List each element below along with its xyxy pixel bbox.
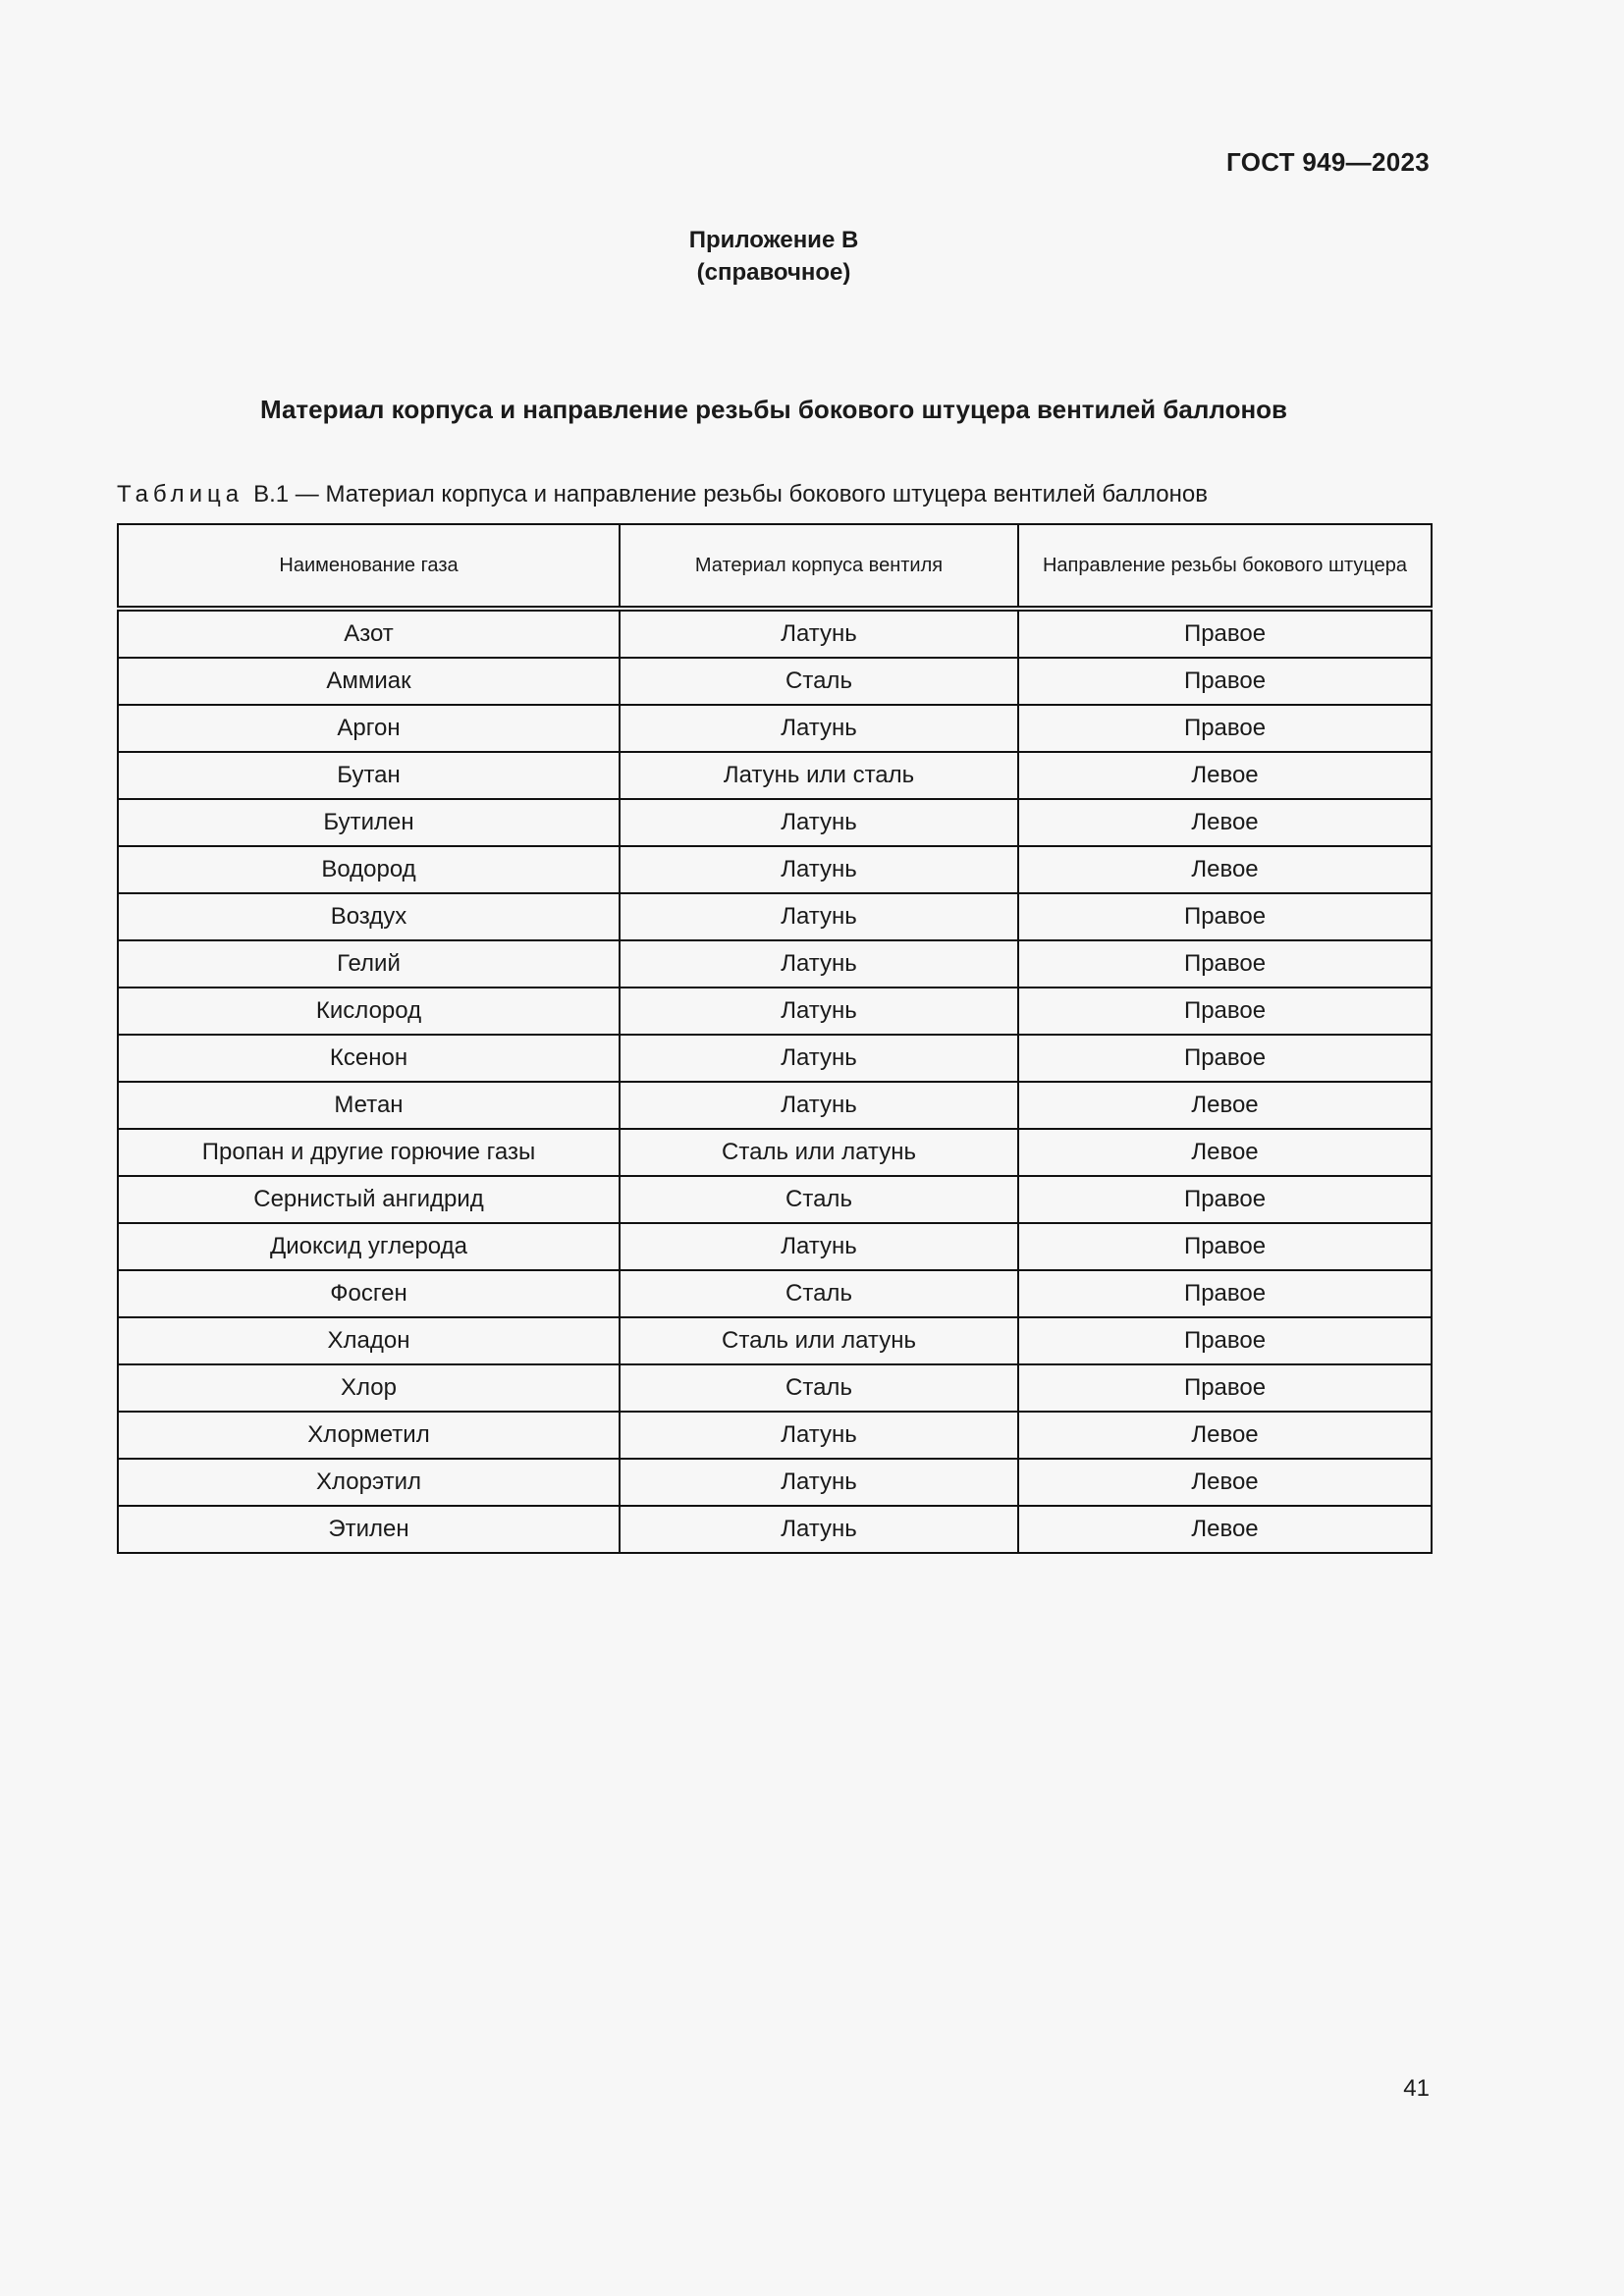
document-code: ГОСТ 949—2023: [1226, 147, 1430, 177]
thread-direction-cell: Левое: [1018, 1129, 1432, 1176]
table-row: [118, 658, 1432, 705]
column-header-gas-name: Наименование газа: [118, 524, 620, 609]
valve-material-cell: Сталь: [620, 1176, 1018, 1223]
gas-name-cell: Сернистый ангидрид: [118, 1176, 620, 1223]
gas-name-cell: Бутан: [118, 752, 620, 799]
thread-direction-cell: Левое: [1018, 1082, 1432, 1129]
gas-name-cell: Азот: [118, 609, 620, 658]
thread-direction-cell: Левое: [1018, 799, 1432, 846]
table-row: [118, 988, 1432, 1035]
gas-name-cell: Фосген: [118, 1270, 620, 1317]
thread-direction-cell: Правое: [1018, 609, 1432, 658]
gas-name-cell: Хлор: [118, 1364, 620, 1412]
gas-name-cell: Этилен: [118, 1506, 620, 1553]
gas-name-cell: Бутилен: [118, 799, 620, 846]
thread-direction-cell: Правое: [1018, 940, 1432, 988]
gas-name-cell: Метан: [118, 1082, 620, 1129]
thread-direction-cell: Правое: [1018, 1176, 1432, 1223]
gas-name-cell: Аргон: [118, 705, 620, 752]
table-row: [118, 940, 1432, 988]
gas-name-cell: Хлорэтил: [118, 1459, 620, 1506]
thread-direction-cell: Левое: [1018, 846, 1432, 893]
table-row: [118, 752, 1432, 799]
table-header-row: [118, 524, 1432, 609]
gas-name-cell: Гелий: [118, 940, 620, 988]
table-row: [118, 1412, 1432, 1459]
table-row: [118, 609, 1432, 658]
table-row: [118, 1035, 1432, 1082]
table-caption: [117, 481, 1208, 508]
appendix-title: Приложение В: [688, 227, 859, 253]
thread-direction-cell: Правое: [1018, 1364, 1432, 1412]
column-header-thread-direction: Направление резьбы бокового штуцера: [1018, 524, 1432, 609]
gas-name-cell: Водород: [118, 846, 620, 893]
gas-name-cell: Диоксид углерода: [118, 1223, 620, 1270]
table-row: [118, 1082, 1432, 1129]
gas-name-cell: Хлорметил: [118, 1412, 620, 1459]
gas-name-cell: Хладон: [118, 1317, 620, 1364]
gas-name-cell: Аммиак: [118, 658, 620, 705]
gas-valve-table: [117, 523, 1433, 1554]
gas-name-cell: Кислород: [118, 988, 620, 1035]
gas-name-cell: Пропан и другие горючие газы: [118, 1129, 620, 1176]
thread-direction-cell: Правое: [1018, 893, 1432, 940]
valve-material-cell: Латунь: [620, 1412, 1018, 1459]
thread-direction-cell: Правое: [1018, 988, 1432, 1035]
table-row: [118, 705, 1432, 752]
thread-direction-cell: Левое: [1018, 752, 1432, 799]
appendix-heading: [0, 224, 1547, 289]
thread-direction-cell: Правое: [1018, 1035, 1432, 1082]
valve-material-cell: Латунь: [620, 1459, 1018, 1506]
table-caption-text: В.1 — Материал корпуса и направление резьбы бокового штуцера вентилей баллонов: [253, 481, 1208, 507]
table-row: [118, 893, 1432, 940]
table-row: [118, 1223, 1432, 1270]
table-body: [118, 609, 1432, 1553]
valve-material-cell: Латунь или сталь: [620, 752, 1018, 799]
valve-material-cell: Латунь: [620, 893, 1018, 940]
valve-material-cell: Сталь или латунь: [620, 1317, 1018, 1364]
thread-direction-cell: Правое: [1018, 658, 1432, 705]
valve-material-cell: Сталь: [620, 658, 1018, 705]
valve-material-cell: Латунь: [620, 940, 1018, 988]
thread-direction-cell: Левое: [1018, 1506, 1432, 1553]
thread-direction-cell: Правое: [1018, 705, 1432, 752]
section-title: Материал корпуса и направление резьбы бокового штуцера вентилей баллонов: [259, 395, 1288, 424]
valve-material-cell: Латунь: [620, 609, 1018, 658]
valve-material-cell: Латунь: [620, 799, 1018, 846]
table-row: [118, 846, 1432, 893]
valve-material-cell: Сталь или латунь: [620, 1129, 1018, 1176]
valve-material-cell: Латунь: [620, 1082, 1018, 1129]
table-row: [118, 1506, 1432, 1553]
valve-material-cell: Латунь: [620, 846, 1018, 893]
valve-material-cell: Латунь: [620, 705, 1018, 752]
gas-name-cell: Ксенон: [118, 1035, 620, 1082]
gas-name-cell: Воздух: [118, 893, 620, 940]
column-header-valve-material: Материал корпуса вентиля: [620, 524, 1018, 609]
table-caption-label: Таблица: [117, 481, 244, 507]
thread-direction-cell: Левое: [1018, 1459, 1432, 1506]
valve-material-cell: Сталь: [620, 1364, 1018, 1412]
thread-direction-cell: Правое: [1018, 1223, 1432, 1270]
valve-material-cell: Латунь: [620, 1035, 1018, 1082]
appendix-subtitle: (справочное): [696, 259, 851, 286]
valve-material-cell: Латунь: [620, 1223, 1018, 1270]
table-row: [118, 1270, 1432, 1317]
thread-direction-cell: Правое: [1018, 1270, 1432, 1317]
table-row: [118, 1317, 1432, 1364]
thread-direction-cell: Левое: [1018, 1412, 1432, 1459]
thread-direction-cell: Правое: [1018, 1317, 1432, 1364]
valve-material-cell: Латунь: [620, 1506, 1018, 1553]
valve-material-cell: Латунь: [620, 988, 1018, 1035]
table-row: [118, 1129, 1432, 1176]
page-number: 41: [1403, 2075, 1430, 2102]
valve-material-cell: Сталь: [620, 1270, 1018, 1317]
table-row: [118, 1364, 1432, 1412]
table-row: [118, 1459, 1432, 1506]
table-row: [118, 1176, 1432, 1223]
table-row: [118, 799, 1432, 846]
